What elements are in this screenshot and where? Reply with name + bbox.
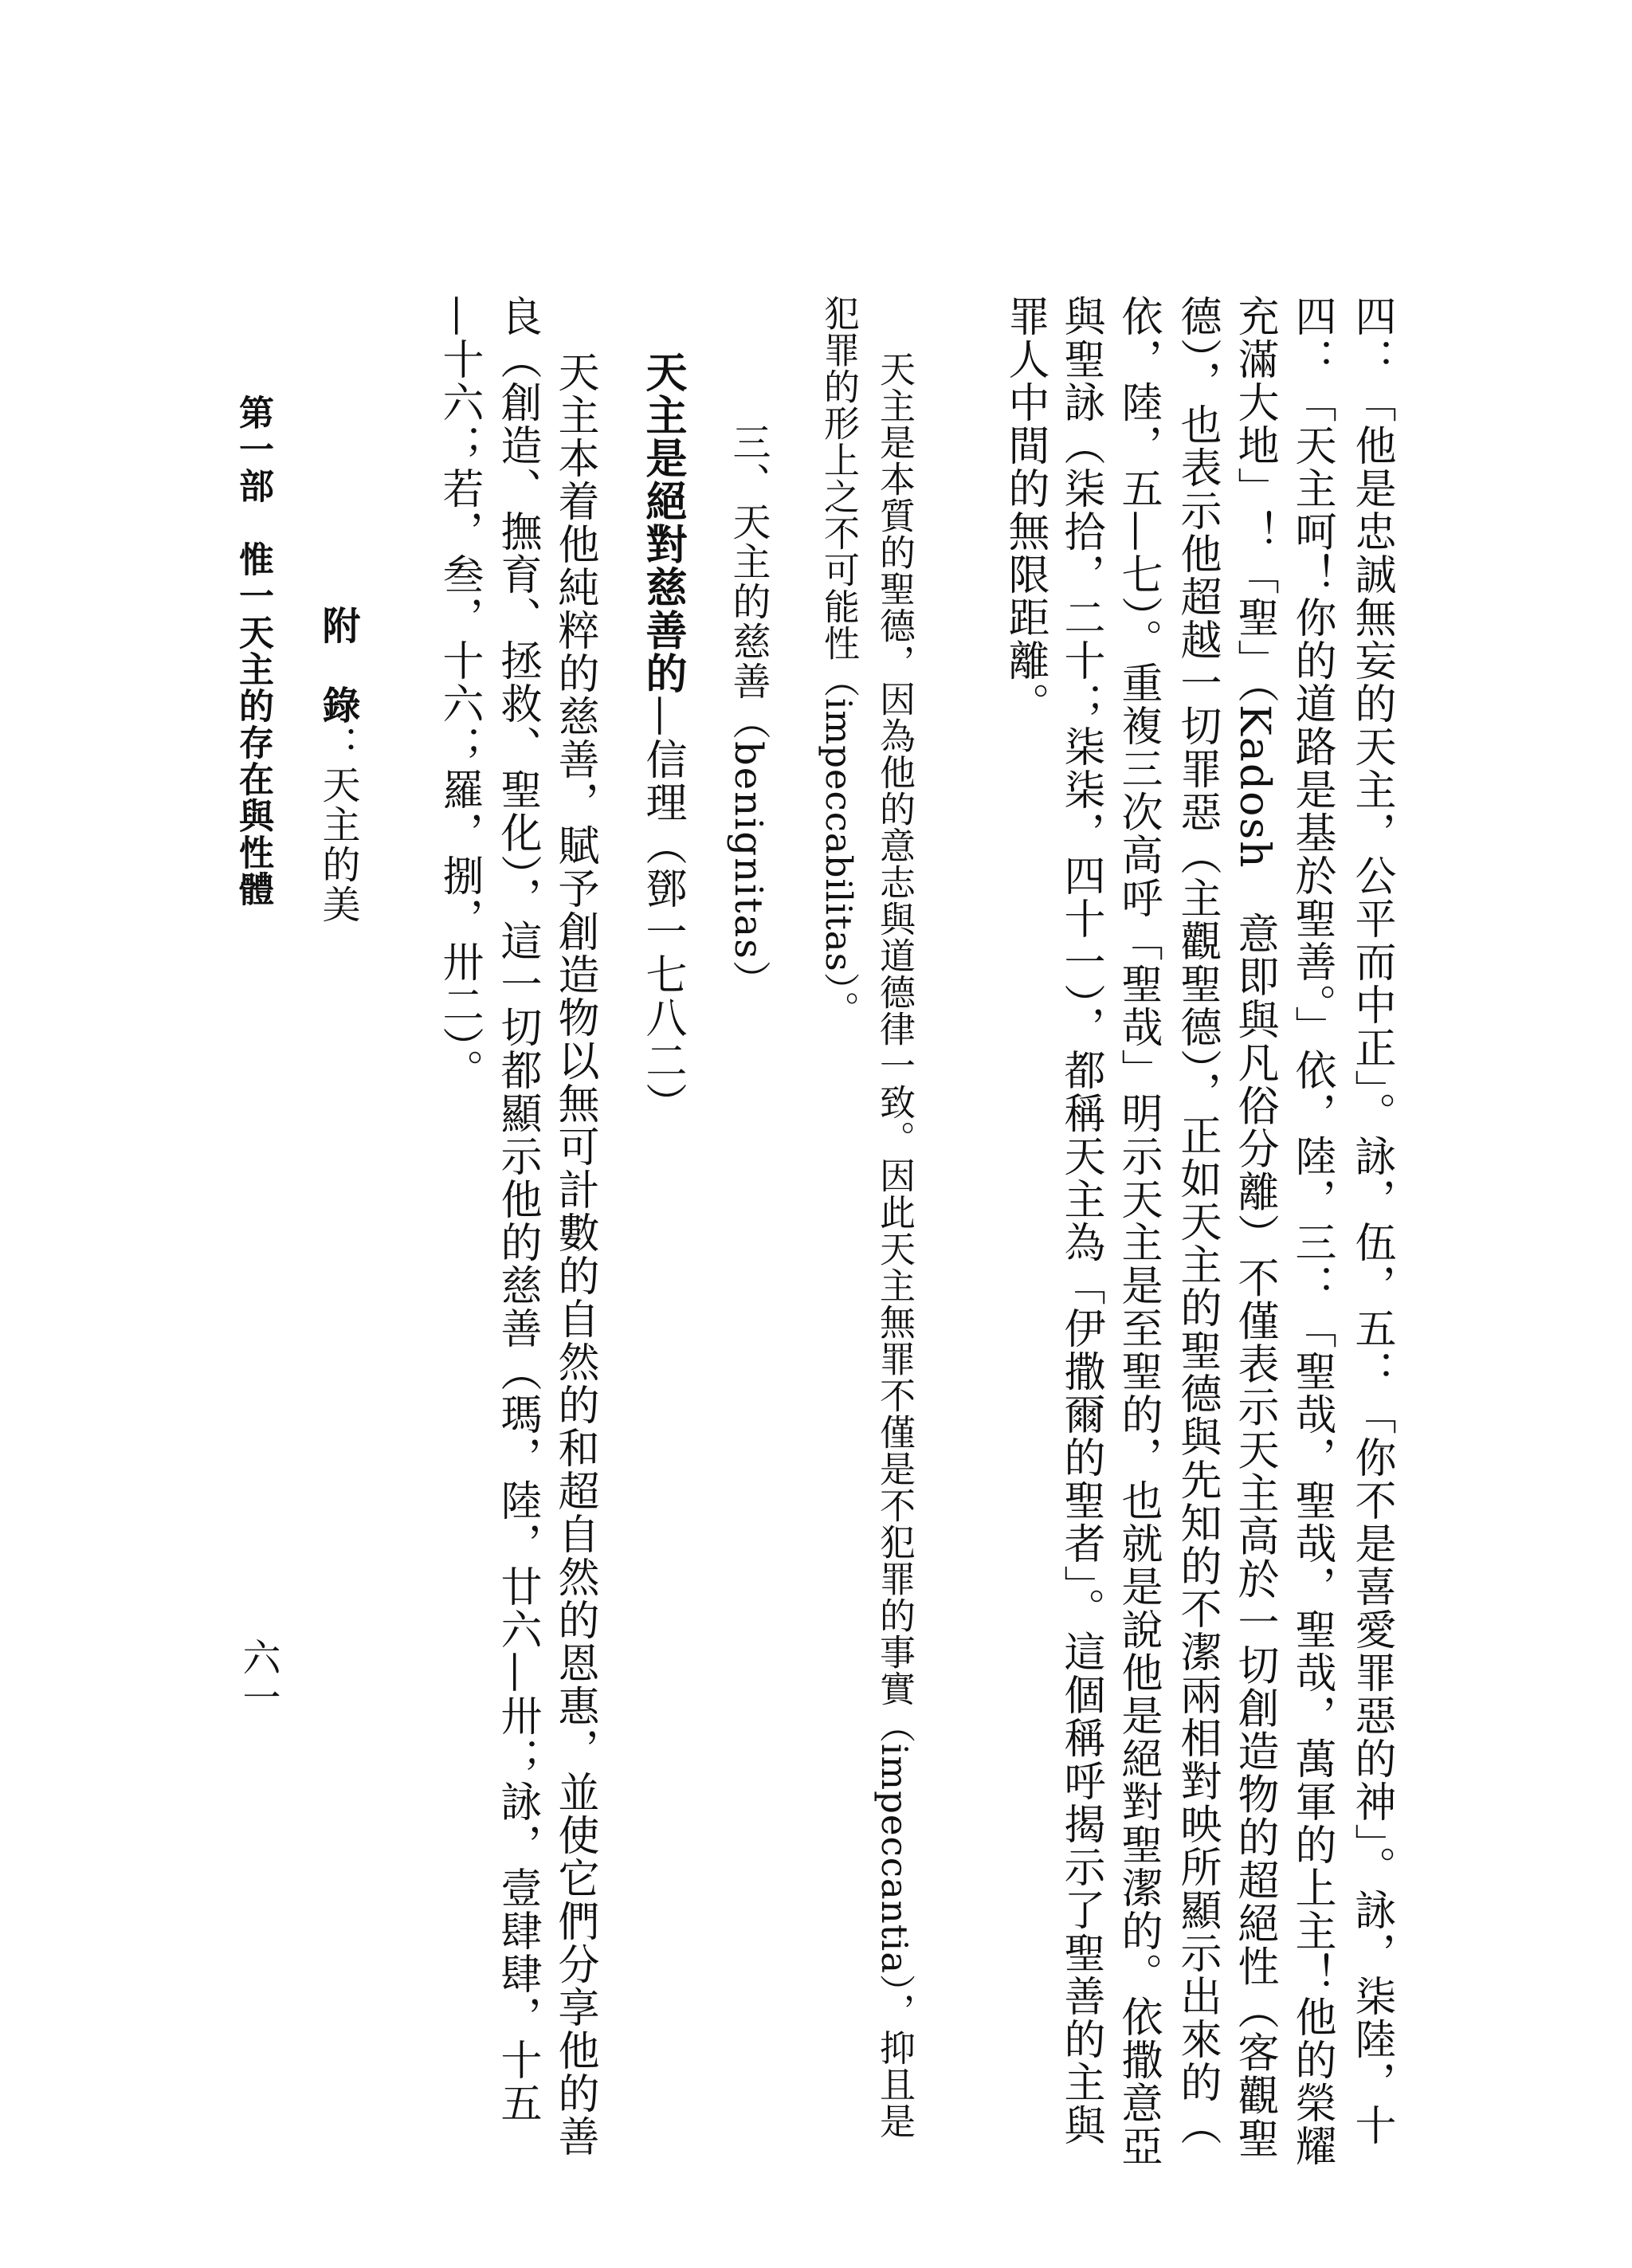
text-column: 良（創造、撫育、拯救、聖化），這一切都顯示他的慈善（瑪，陸，廿六—卅；詠，壹肆肆，十五: [493, 295, 541, 2125]
text-column: 依，陸，五—七）。重複三次高呼「聖哉」明示天主是至聖的，也就是說他是絕對聖潔的。依撒意亞: [1114, 295, 1162, 2168]
text-column: 四：「他是忠誠無妄的天主，公平而中正」。詠，伍，五：「你不是喜愛罪惡的神」。詠，柒陸，十: [1348, 295, 1395, 2147]
text-column: 充滿大地」！「聖」（Kadosh 意即與凡俗分離）不僅表示天主高於一切創造物的超絕性（客觀聖: [1230, 295, 1278, 2160]
appendix-title: ：天主的美: [316, 725, 360, 924]
quote-line: 天主是本質的聖德，因為他的意志與道德律一致。因此天主無罪不僅是不犯罪的事實（impeccantia），抑且是: [873, 351, 916, 2140]
text-column: 與聖詠（柒拾，二十；柒柒，四十一），都稱天主為「伊撒爾的聖者」。這個稱呼揭示了聖善的主與: [1057, 295, 1104, 2147]
text-column: —十六；若，叁，十六；羅，捌，卅二）。: [435, 295, 483, 1092]
appendix-heading: [316, 606, 360, 924]
text-column: 德），也表示他超越一切罪惡（主觀聖德），正如天主的聖德與先知的不潔兩相對映所顯示出來的（: [1173, 295, 1221, 2147]
text-column: 天主本着他純粹的慈善，賦予創造物以無可計數的自然的和超自然的恩惠，並使它們分享他的善: [551, 351, 598, 2158]
section-heading: 三、天主的慈善（benignitas）: [726, 422, 771, 1000]
text-column: 四：「天主呵！你的道路是基於聖善。」依，陸，三：「聖哉，聖哉，聖哉，萬軍的上主！他的榮耀: [1288, 295, 1336, 2168]
quote-line: 犯罪的形上之不可能性（impeccabilitas）。: [818, 295, 860, 1028]
thesis-rest: —信理（鄧一七八二）: [638, 695, 686, 1125]
thesis-bold: 天主是絕對慈善的: [638, 351, 687, 695]
thesis-line: [638, 351, 687, 1125]
appendix-label: 附 錄: [316, 606, 360, 725]
running-footer: 第一部 惟一天主的存在與性體: [233, 394, 273, 908]
page-number: 六一: [236, 1638, 280, 1717]
text-column: 罪人中間的無限距離。: [1001, 295, 1049, 725]
